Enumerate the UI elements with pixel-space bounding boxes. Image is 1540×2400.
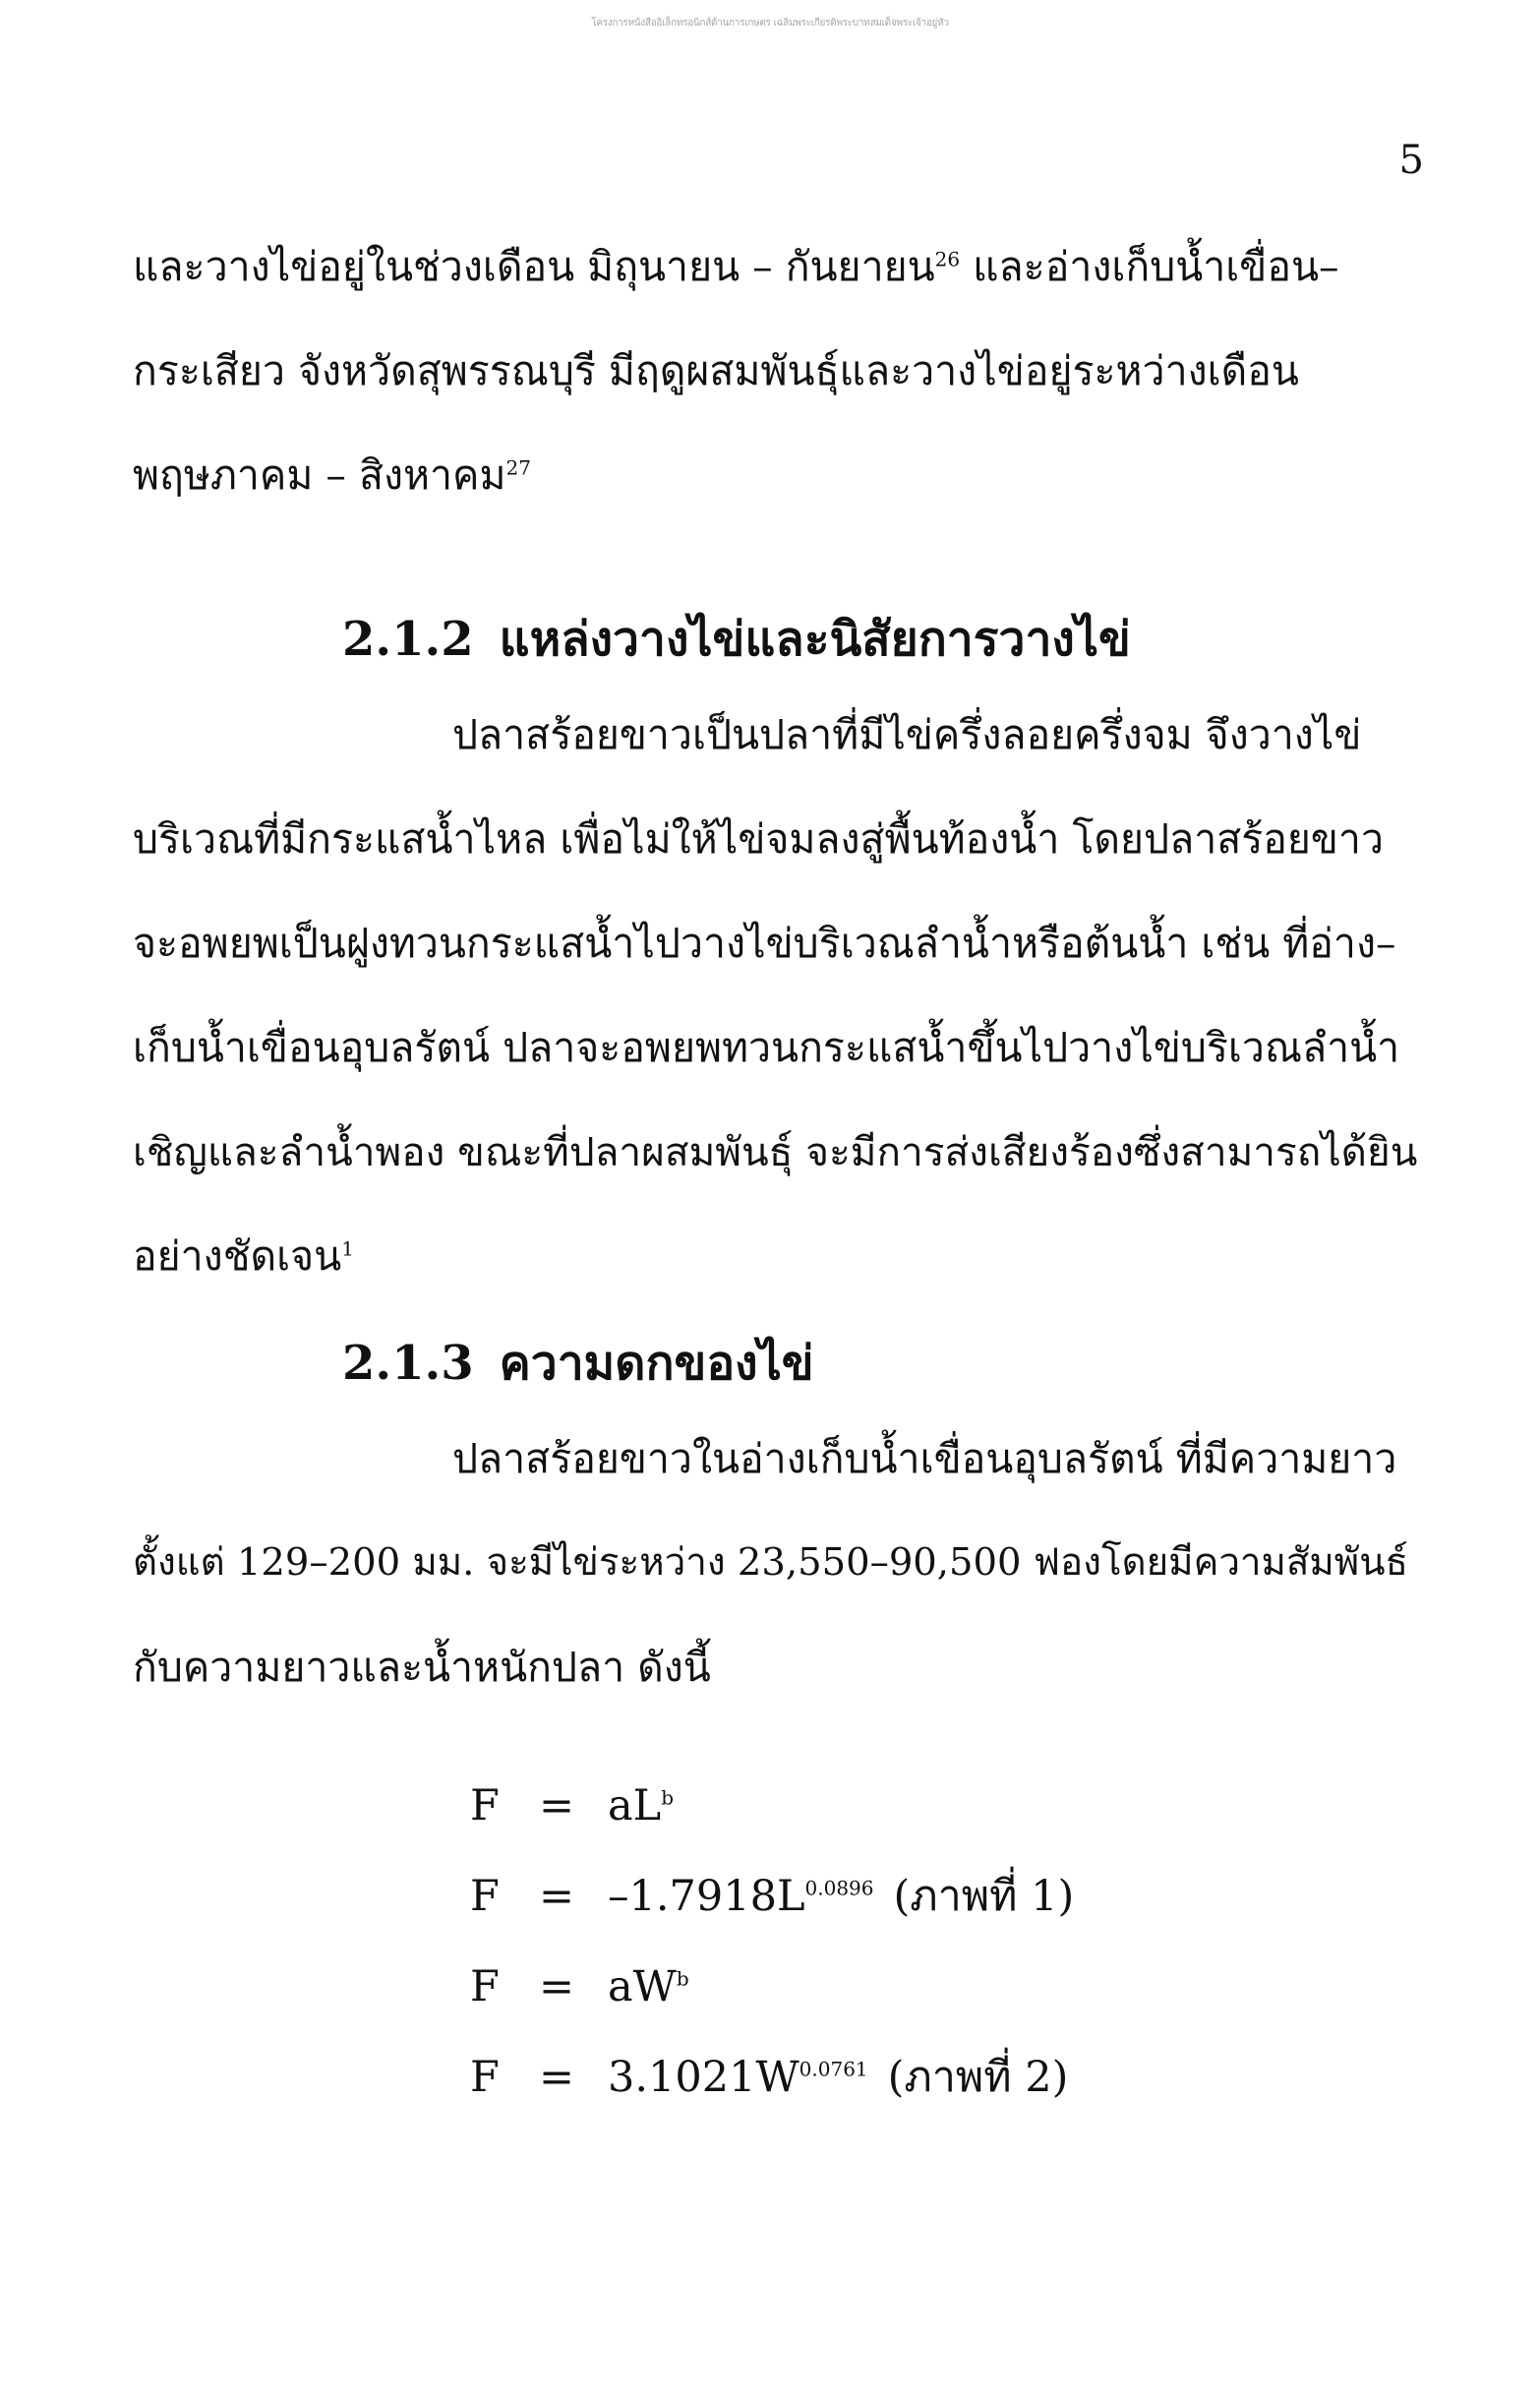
equation [470,1851,1074,1942]
paragraph-text: อย่างชัดเจน [133,1232,342,1280]
exponent: 0.0761 [799,2057,868,2081]
equation-rhs: 3.1021W [608,2053,800,2102]
equals-sign: = [539,1781,575,1830]
paragraph-line: กับความยาวและน้ำหนักปลา ดังนี้ [133,1644,711,1691]
paragraph-line: ปลาสร้อยขาวในอ่างเก็บน้ำเขื่อนอุบลรัตน์ ที่มีความยาว [452,1435,1397,1482]
exponent: b [676,1966,689,1991]
paragraph-line: จะอพยพเป็นฝูงทวนกระแสน้ำไปวางไข่บริเวณลำน้ำหรือต้นน้ำ เช่น ที่อ่าง– [133,920,1396,967]
equation-block [470,1761,1074,2123]
paragraph-text: และอ่างเก็บน้ำเขื่อน– [960,243,1339,290]
running-header: โครงการหนังสืออิเล็กทรอนิกส์ด้านการเกษตร เฉลิมพระเกียรติพระบาทสมเด็จพระเจ้าอยู่หัว [591,18,949,29]
section-title: ความดกของไข่ [499,1336,814,1391]
paragraph-line: ตั้งแต่ 129–200 มม. จะมีไข่ระหว่าง 23,550–90,500 ฟองโดยมีความสัมพันธ์ [133,1540,1409,1585]
paragraph-text: และวางไข่อยู่ในช่วงเดือน มิถุนายน – กันยายน [133,243,935,290]
intro-paragraph [133,214,1421,527]
paragraph-line: ปลาสร้อยขาวเป็นปลาที่มีไข่ครึ่งลอยครึ่งจม จึงวางไข่ [452,711,1362,758]
footnote-ref: 1 [341,1236,354,1261]
paragraph-line: บริเวณที่มีกระแสน้ำไหล เพื่อไม่ให้ไข่จมลงสู่พื้นท้องน้ำ โดยปลาสร้อยขาว [133,815,1384,863]
equals-sign: = [539,1962,575,2011]
equation-rhs: aL [608,1781,662,1830]
footnote-ref: 27 [505,455,531,480]
figure-ref: (ภาพที่ 1) [893,1872,1075,1921]
equation-lhs: F [470,1872,500,1921]
section-heading-2-1-2 [342,602,1131,677]
section-number: 2.1.2 [342,612,474,667]
paragraph-line [133,1204,1421,1308]
equation [470,2032,1074,2123]
section-heading-2-1-3 [342,1326,814,1401]
equation-lhs: F [470,1781,500,1830]
exponent: b [661,1785,675,1810]
footnote-ref: 26 [934,247,961,271]
paragraph-line [133,214,1421,319]
equation [470,1761,1074,1851]
section-number: 2.1.3 [342,1336,474,1391]
equation-lhs: F [470,1962,500,2011]
equation-rhs: aW [608,1962,677,2011]
paragraph-line: เก็บน้ำเขื่อนอุบลรัตน์ ปลาจะอพยพทวนกระแสน้ำขึ้นไปวางไข่บริเวณลำน้ำ [133,1024,1400,1071]
section-title: แหล่งวางไข่และนิสัยการวางไข่ [499,612,1131,667]
equation [470,1942,1074,2032]
section-2-1-3-paragraph [133,1407,1421,1719]
equation-lhs: F [470,2053,500,2102]
paragraph-line: เชิญและลำน้ำพอง ขณะที่ปลาผสมพันธุ์ จะมีการส่งเสียงร้องซึ่งสามารถได้ยิน [133,1128,1418,1175]
paragraph-text: พฤษภาคม – สิงหาคม [133,451,506,499]
exponent: 0.0896 [804,1876,874,1900]
equals-sign: = [539,2053,575,2102]
figure-ref: (ภาพที่ 2) [887,2053,1069,2102]
page-number: 5 [1398,138,1424,183]
paragraph-line: กระเสียว จังหวัดสุพรรณบุรี มีฤดูผสมพันธุ์และวางไข่อยู่ระหว่างเดือน [133,347,1299,394]
equals-sign: = [539,1872,575,1921]
section-2-1-2-paragraph [133,683,1421,1308]
equation-rhs: –1.7918L [608,1872,805,1921]
paragraph-line [133,423,1421,527]
